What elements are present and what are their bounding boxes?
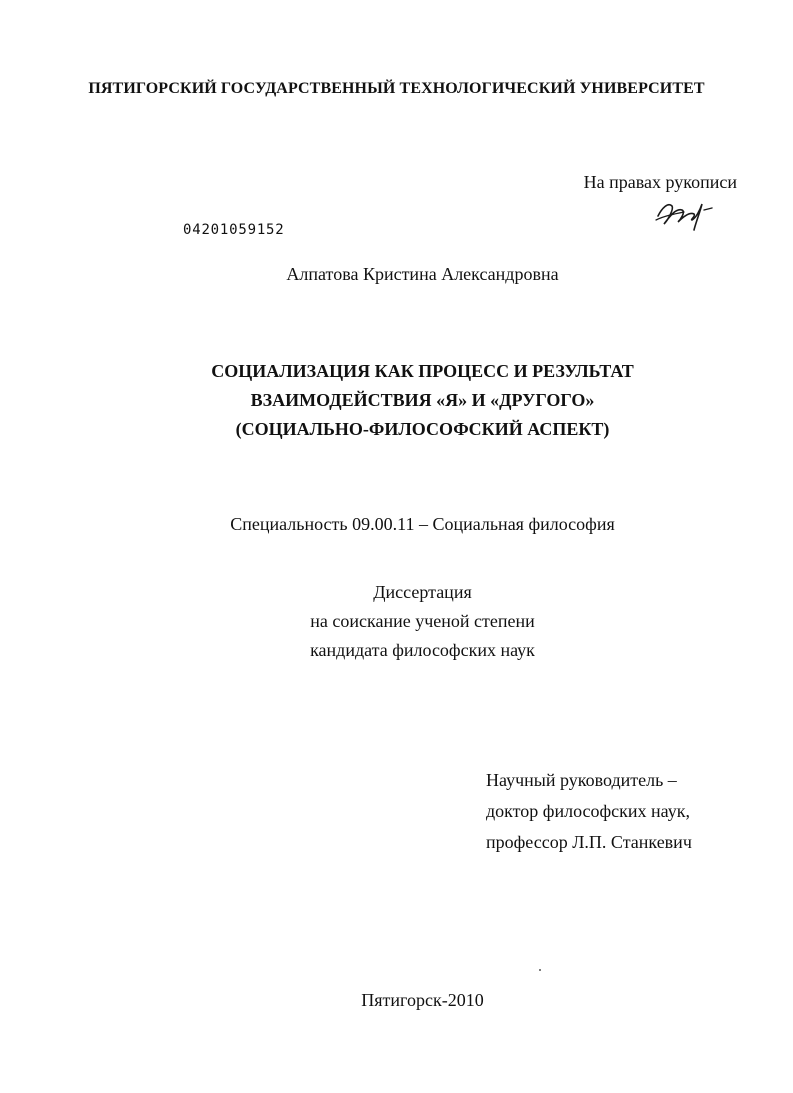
degree-line: на соискание ученой степени xyxy=(310,611,535,631)
handwritten-signature xyxy=(650,190,730,234)
registration-number: 04201059152 xyxy=(183,222,285,238)
degree-statement xyxy=(0,578,793,665)
degree-line: Диссертация xyxy=(373,582,472,602)
title-line: (СОЦИАЛЬНО-ФИЛОСОФСКИЙ АСПЕКТ) xyxy=(235,419,610,439)
university-name: ПЯТИГОРСКИЙ ГОСУДАРСТВЕННЫЙ ТЕХНОЛОГИЧЕСКИЙ УНИВЕРСИТЕТ xyxy=(88,80,705,97)
supervisor-line: профессор Л.П. Станкевич xyxy=(486,832,692,852)
author-name: Алпатова Кристина Александровна xyxy=(286,264,559,284)
city-year: Пятигорск-2010 xyxy=(361,990,484,1010)
title-line: ВЗАИМОДЕЙСТВИЯ «Я» И «ДРУГОГО» xyxy=(250,390,595,410)
specialty-line: Специальность 09.00.11 – Социальная философия xyxy=(230,514,615,534)
supervisor-block xyxy=(486,765,692,858)
title-line: СОЦИАЛИЗАЦИЯ КАК ПРОЦЕСС И РЕЗУЛЬТАТ xyxy=(211,361,634,381)
dissertation-title xyxy=(0,357,793,444)
manuscript-rights-note: На правах рукописи xyxy=(583,172,737,192)
supervisor-line: Научный руководитель – xyxy=(486,770,677,790)
scan-speck xyxy=(539,969,541,971)
degree-line: кандидата философских наук xyxy=(310,640,535,660)
supervisor-line: доктор философских наук, xyxy=(486,801,690,821)
